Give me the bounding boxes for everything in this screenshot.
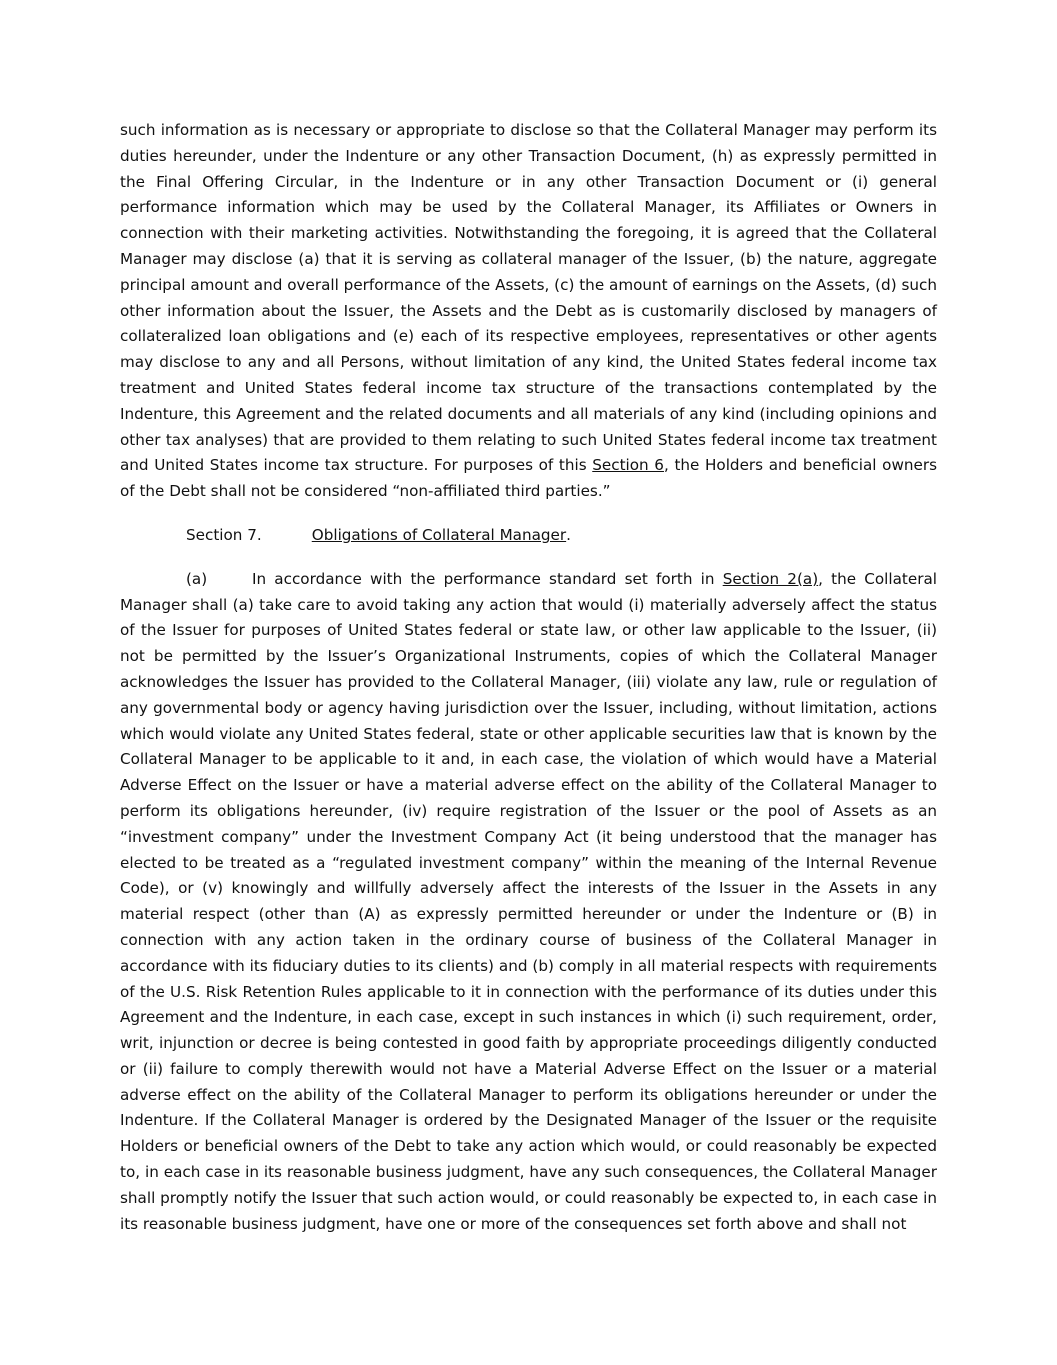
- paragraph-text-part: such information as is necessary or appropriate to disclose so that the Collateral Manager may perform its duties hereunder, under the Indenture or any other Transaction Document, (h) as expressly permitted in the Final Offering Circular, in the Indenture or in any other Transaction Document or (i) general performance information which may be used by the Collateral Manager, its Affiliates or Owners in connection with their marketing activities. Notwithstanding the foregoing, it is agreed that the Collateral Manager may disclose (a) that it is serving as collateral manager of the Issuer, (b) the nature, aggregate principal amount and overall performance of the Assets, (c) the amount of earnings on the Assets, (d) such other information about the Issuer, the Assets and the Debt as is customarily disclosed by managers of collateralized loan obligations and (e) each of its respective employees, representatives or other agents may disclose to any and all Persons, without limitation of any kind, the United States federal income tax treatment and United States federal income tax structure of the transactions contemplated by the Indenture, this Agreement and the related documents and all materials of any kind (including opinions and other tax analyses) that are provided to them relating to such United States federal income tax treatment and United States income tax structure. For purposes of this: [120, 121, 937, 475]
- paragraph-text-part: , the Holders and beneficial owners of the Debt shall not be considered “non-affiliated third parties.”: [120, 456, 938, 501]
- section-7-number: Section 7.: [186, 525, 262, 544]
- paragraph-text-part: In accordance with the performance standard set forth in: [252, 569, 723, 588]
- section-7-period: .: [566, 525, 571, 544]
- section-7-heading: [120, 523, 937, 549]
- section-7-title: Obligations of Collateral Manager: [311, 525, 567, 544]
- section-2a-reference: Section 2(a): [722, 569, 819, 588]
- paragraph-confidentiality: [120, 118, 937, 505]
- document-body: [120, 118, 937, 1237]
- paragraph-section-7a: [120, 567, 937, 1238]
- subsection-a-label: (a): [186, 569, 208, 588]
- paragraph-text-part: , the Collateral Manager shall (a) take care to avoid taking any action that would (i) materially adversely affect the status of the Issuer for purposes of United States federal or state law, or other law applicable to the Issuer, (ii) not be permitted by the Issuer’s Organizational Instruments, copies of which the Collateral Manager acknowledges the Issuer has provided to the Collateral Manager, (iii) violate any law, rule or regulation of any governmental body or agency having jurisdiction over the Issuer, including, without limitation, actions which would violate any United States federal, state or other applicable securities law that is known by the Collateral Manager to be applicable to it and, in each case, the violation of which would have a Material Adverse Effect on the Issuer or have a material adverse effect on the ability of the Collateral Manager to perform its obligations hereunder, (iv) require registration of the Issuer or the pool of Assets as an “investment company” under the Investment Company Act (it being understood that the manager has elected to be treated as a “regulated investment company” within the meaning of the Internal Revenue Code), or (v) knowingly and willfully adversely affect the interests of the Issuer in the Assets in any material respect (other than (A) as expressly permitted hereunder or under the Indenture or (B) in connection with any action taken in the ordinary course of business of the Collateral Manager in accordance with its fiduciary duties to its clients) and (b) comply in all material respects with requirements of the U.S. Risk Retention Rules applicable to it in connection with the performance of its duties under this Agreement and the Indenture, in each case, except in such instances in which (i) such requirement, order, writ, injunction or decree is being contested in good faith by appropriate proceedings diligently conducted or (ii) failure to comply therewith would not have a Material Adverse Effect on the Issuer or a material adverse effect on the ability of the Collateral Manager to perform its obligations hereunder or under the Indenture. If the Collateral Manager is ordered by the Designated Manager of the Issuer or the requisite Holders or beneficial owners of the Debt to take any action which would, or could reasonably be expected to, in each case in its reasonable business judgment, have any such consequences, the Collateral Manager shall promptly notify the Issuer that such action would, or could reasonably be expected to, in each case in its reasonable business judgment, have one or more of the consequences set forth above and shall not: [120, 569, 937, 1233]
- section-6-reference: Section 6: [592, 456, 664, 475]
